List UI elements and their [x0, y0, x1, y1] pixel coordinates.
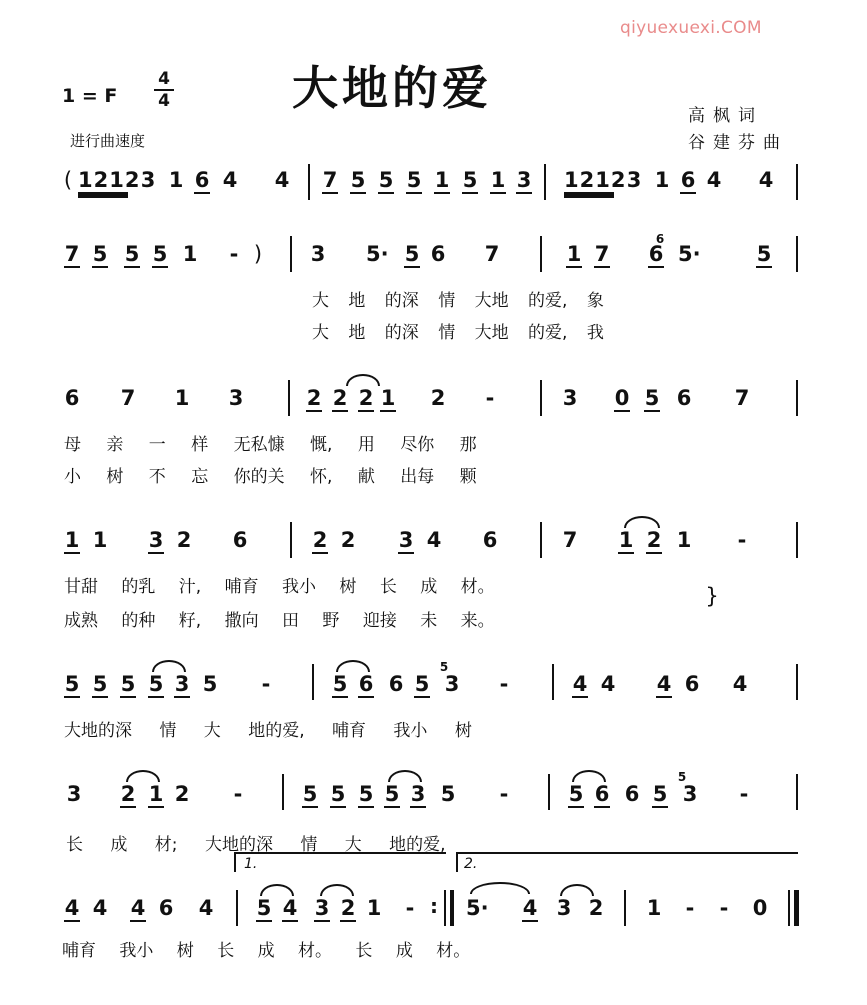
note: 5	[124, 242, 140, 266]
bar-line	[540, 522, 542, 558]
note: -	[261, 672, 271, 696]
lyric-row-6: 长 成 材; 大地的深 情 大 地的爱,	[66, 835, 446, 855]
note: 5	[414, 672, 430, 696]
brace: }	[705, 584, 719, 608]
note: 4	[758, 168, 774, 192]
note: 4	[706, 168, 722, 192]
bar-line	[796, 164, 798, 200]
note: 1	[168, 168, 184, 192]
site-watermark: qiyuexuexi.COM	[620, 18, 762, 38]
note: 1	[92, 528, 108, 552]
note: 3	[682, 782, 698, 806]
note: 7	[594, 242, 610, 266]
note-group: 1212	[78, 168, 141, 192]
note: 5	[92, 242, 108, 266]
slur	[320, 884, 354, 896]
slur	[336, 660, 370, 672]
bar-line	[282, 774, 284, 810]
note: 3	[444, 672, 460, 696]
note: 5	[148, 672, 164, 696]
note: 4	[282, 896, 298, 920]
composer-credit: 谷建芬曲	[688, 133, 788, 153]
volta-bracket-2	[456, 852, 798, 872]
note: 3	[626, 168, 642, 192]
note: 6	[482, 528, 498, 552]
note: 5	[302, 782, 318, 806]
lyric-row-4-verse-2: 成熟 的种 籽, 撒向 田 野 迎接 未 来。	[64, 611, 495, 631]
time-bottom: 4	[158, 91, 170, 111]
bar-line	[308, 164, 310, 200]
paren-close: )	[253, 242, 263, 266]
note: 5	[92, 672, 108, 696]
note: 5·	[366, 242, 389, 266]
note: 3	[66, 782, 82, 806]
note: 6	[158, 896, 174, 920]
volta-label-2: 2.	[464, 856, 478, 872]
repeat-bar-line-thick	[450, 890, 454, 926]
lyric-row-3-verse-1: 母 亲 一 样 无私慷 慨, 用 尽你 那	[64, 435, 477, 455]
note: 6	[594, 782, 610, 806]
note: 4	[198, 896, 214, 920]
note: 3	[398, 528, 414, 552]
grace-note: 6	[655, 232, 665, 246]
lyricist-credit: 高枫词	[688, 106, 763, 126]
note: 3	[148, 528, 164, 552]
time-signature	[154, 70, 174, 110]
bar-line	[624, 890, 626, 926]
note: 5	[756, 242, 772, 266]
bar-line	[236, 890, 238, 926]
time-top: 4	[158, 69, 170, 89]
note: 1	[618, 528, 634, 552]
note: 1	[646, 896, 662, 920]
final-bar-line	[788, 890, 790, 926]
slur	[126, 770, 160, 782]
note: 2	[588, 896, 604, 920]
note: 1	[676, 528, 692, 552]
note: 7	[484, 242, 500, 266]
note: 1	[174, 386, 190, 410]
note: 4	[732, 672, 748, 696]
note: 1	[182, 242, 198, 266]
note: -	[233, 782, 243, 806]
bar-line	[540, 236, 542, 272]
note: 5	[330, 782, 346, 806]
note: 1	[366, 896, 382, 920]
note: 5	[378, 168, 394, 192]
note: -	[499, 672, 509, 696]
paren-open: (	[63, 168, 73, 192]
slur	[560, 884, 594, 896]
slur	[470, 882, 530, 894]
grace-note: 5	[677, 770, 687, 784]
note: 7	[64, 242, 80, 266]
note: 6	[430, 242, 446, 266]
note: 2	[430, 386, 446, 410]
note: 2	[120, 782, 136, 806]
bar-line	[290, 236, 292, 272]
bar-line	[548, 774, 550, 810]
note: 6	[64, 386, 80, 410]
note: -	[685, 896, 695, 920]
note: 4	[130, 896, 146, 920]
bar-line	[796, 774, 798, 810]
bar-line	[544, 164, 546, 200]
note: 3	[556, 896, 572, 920]
slur	[346, 374, 380, 386]
note: 4	[572, 672, 588, 696]
note: 5	[462, 168, 478, 192]
bar-line	[796, 664, 798, 700]
note: 5	[404, 242, 420, 266]
lyric-row-4-verse-1: 甘甜 的乳 汁, 哺育 我小 树 长 成 材。	[64, 577, 495, 597]
note: -	[499, 782, 509, 806]
note: -	[739, 782, 749, 806]
repeat-dots: :	[430, 894, 438, 918]
note: 3	[310, 242, 326, 266]
note: 4	[92, 896, 108, 920]
note: 1	[434, 168, 450, 192]
note: 6	[684, 672, 700, 696]
note: 4	[426, 528, 442, 552]
note: 5	[256, 896, 272, 920]
bar-line	[796, 236, 798, 272]
note: 2	[174, 782, 190, 806]
bar-line	[312, 664, 314, 700]
note: 5	[440, 782, 456, 806]
note: 7	[120, 386, 136, 410]
note: 5·	[678, 242, 701, 266]
note: 0	[614, 386, 630, 410]
note: 5	[120, 672, 136, 696]
note: 1	[380, 386, 396, 410]
note: 3	[314, 896, 330, 920]
note: 6	[680, 168, 696, 192]
note: 5·	[466, 896, 489, 920]
note: 4	[274, 168, 290, 192]
note-group: 1212	[564, 168, 627, 192]
note: 3	[562, 386, 578, 410]
note: 2	[312, 528, 328, 552]
note: 2	[340, 896, 356, 920]
note: 6	[194, 168, 210, 192]
slur	[260, 884, 294, 896]
note: 4	[656, 672, 672, 696]
bar-line	[540, 380, 542, 416]
note: 3	[516, 168, 532, 192]
grace-note: 5	[439, 660, 449, 674]
note: 6	[648, 242, 664, 266]
note: 7	[562, 528, 578, 552]
bar-line	[290, 522, 292, 558]
note: -	[405, 896, 415, 920]
note: 7	[322, 168, 338, 192]
repeat-bar-line	[444, 890, 446, 926]
note: 2	[646, 528, 662, 552]
bar-line	[288, 380, 290, 416]
bar-line	[796, 380, 798, 416]
slur	[388, 770, 422, 782]
key-signature: 1 = F	[62, 85, 118, 107]
lyric-row-7: 哺育 我小 树 长 成 材。 长 成 材。	[62, 941, 471, 961]
note: 1	[654, 168, 670, 192]
note: 1	[490, 168, 506, 192]
note: 6	[388, 672, 404, 696]
song-title: 大地的爱	[292, 61, 492, 115]
note: 5	[202, 672, 218, 696]
note: 6	[676, 386, 692, 410]
note: 2	[176, 528, 192, 552]
note: 7	[734, 386, 750, 410]
note: 6	[624, 782, 640, 806]
slur	[152, 660, 186, 672]
slur	[624, 516, 660, 528]
note: 4	[600, 672, 616, 696]
note: 4	[222, 168, 238, 192]
bar-line	[552, 664, 554, 700]
note: 5	[64, 672, 80, 696]
tempo-marking: 进行曲速度	[70, 132, 146, 150]
note: 4	[64, 896, 80, 920]
note: 5	[152, 242, 168, 266]
lyric-row-2-verse-1: 大 地 的深 情 大地 的爱, 象	[312, 291, 604, 311]
lyric-row-2-verse-2: 大 地 的深 情 大地 的爱, 我	[312, 323, 604, 343]
note: 6	[232, 528, 248, 552]
note: 3	[228, 386, 244, 410]
note: 5	[358, 782, 374, 806]
note: 5	[644, 386, 660, 410]
slur	[572, 770, 606, 782]
note: 6	[358, 672, 374, 696]
note: -	[485, 386, 495, 410]
note: -	[229, 242, 239, 266]
note: 3	[140, 168, 156, 192]
note: 3	[410, 782, 426, 806]
note: 5	[332, 672, 348, 696]
bar-line	[796, 522, 798, 558]
note: 3	[174, 672, 190, 696]
note: 1	[64, 528, 80, 552]
note: 2	[340, 528, 356, 552]
note: 5	[568, 782, 584, 806]
note: -	[719, 896, 729, 920]
note: 2	[358, 386, 374, 410]
lyric-row-5: 大地的深 情 大 地的爱, 哺育 我小 树	[64, 721, 472, 741]
note: 5	[384, 782, 400, 806]
note: 2	[332, 386, 348, 410]
note: 5	[350, 168, 366, 192]
note: 2	[306, 386, 322, 410]
note: -	[737, 528, 747, 552]
volta-bracket-1	[234, 852, 446, 872]
note: 4	[522, 896, 538, 920]
lyric-row-3-verse-2: 小 树 不 忘 你的关 怀, 献 出每 颗	[64, 467, 477, 487]
note: 0	[752, 896, 768, 920]
note: 1	[148, 782, 164, 806]
volta-label-1: 1.	[244, 856, 258, 872]
note: 1	[566, 242, 582, 266]
final-bar-line-thick	[794, 890, 799, 926]
note: 5	[652, 782, 668, 806]
note: 5	[406, 168, 422, 192]
